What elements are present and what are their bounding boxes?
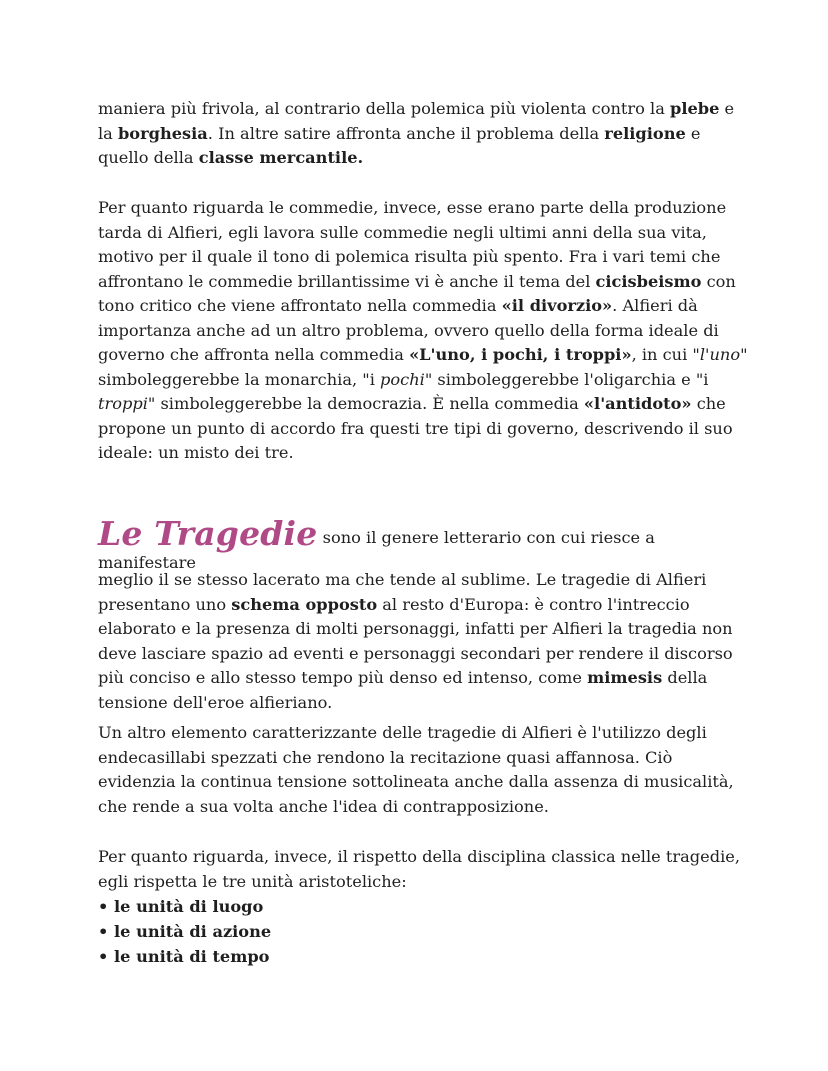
bold-term: cicisbeismo — [595, 271, 702, 291]
text: maniera più frivola, al contrario della polemica più violenta contro la — [98, 99, 671, 118]
text: " simboleggerebbe la monarchia, "i — [98, 345, 748, 389]
section-title: Le Tragedie — [98, 514, 318, 553]
bold-term: «il divorzio» — [501, 296, 613, 315]
text: Un altro elemento caratterizzante delle tragedie di Alfieri è l'utilizzo degli endecasillabi spezzati che rendono la recitazione quasi affannosa. Ciò evidenzia la continua tensione sottolineata anche dalla assenza di musicalità, che rende a sua volta anche l'idea di contrapposizione. — [98, 723, 734, 816]
bold-term: borghesia — [117, 123, 208, 143]
bold-term: «L'uno, i pochi, i troppi» — [409, 345, 632, 364]
bold-term: plebe — [670, 99, 720, 118]
text: sono il genere letterario con cui riesce a manifestare — [98, 528, 655, 572]
list-item: • le unità di luogo — [98, 897, 264, 916]
text: , in cui " — [631, 345, 700, 364]
italic-term: troppi — [98, 394, 148, 413]
text: e quello della — [98, 123, 701, 167]
text: Per quanto riguarda, invece, il rispetto della disciplina classica nelle tragedie, egli rispetta le tre unità aristoteliche: — [98, 847, 740, 891]
text: Per quanto riguarda le commedie, invece, esse erano parte della produzione tarda di Alfieri, egli lavora sulle commedie negli ultimi anni della sua vita, motivo per il quale il tono di polemica risulta più spento. Fra i vari temi che affrontano le commedie brillantissime vi è anche il tema del — [98, 198, 727, 291]
text: meglio il se stesso lacerato ma che tende al sublime. Le tragedie di Alfieri presentano uno — [98, 570, 707, 614]
text: . In altre satire affronta anche il problema della — [207, 123, 605, 143]
text: con tono critico che viene affrontato nella commedia — [98, 271, 736, 315]
text: al resto d'Europa: è contro l'intreccio elaborato e la presenza di molti personaggi, infatti per Alfieri la tragedia non deve lasciare spazio ad eventi e personaggi secondari per rendere il discorso più conciso e allo stesso tempo più denso ed intenso, come — [98, 594, 733, 687]
unita-list — [98, 894, 748, 969]
paragraph-commedie — [98, 196, 748, 466]
text: " simboleggerebbe la democrazia. È nella commedia — [147, 394, 584, 413]
paragraph-endecasillabi — [98, 721, 748, 819]
text: " simboleggerebbe l'oligarchia e "i — [424, 369, 709, 389]
bold-term: «l'antidoto» — [583, 394, 692, 413]
text: e la — [98, 99, 735, 143]
list-item: • le unità di tempo — [98, 947, 270, 966]
text: che propone un punto di accordo fra questi tre tipi di governo, descrivendo il suo ideale: un misto dei tre. — [98, 394, 733, 462]
list-item: • le unità di azione — [98, 922, 272, 941]
bold-term: schema opposto — [231, 594, 378, 614]
bold-term: mimesis — [587, 668, 663, 687]
bold-term: religione — [604, 123, 686, 143]
text: . Alfieri dà importanza anche ad un altro problema, ovvero quello della forma ideale di governo che affronta nella commedia — [98, 296, 719, 364]
paragraph-tragedie — [98, 568, 748, 715]
bold-term: classe mercantile. — [198, 148, 364, 167]
italic-term: l'uno — [699, 345, 741, 364]
paragraph-unita — [98, 845, 748, 894]
italic-term: pochi — [380, 369, 425, 389]
text: della tensione dell'eroe alfieriano. — [98, 668, 708, 712]
paragraph-satire — [98, 97, 748, 171]
